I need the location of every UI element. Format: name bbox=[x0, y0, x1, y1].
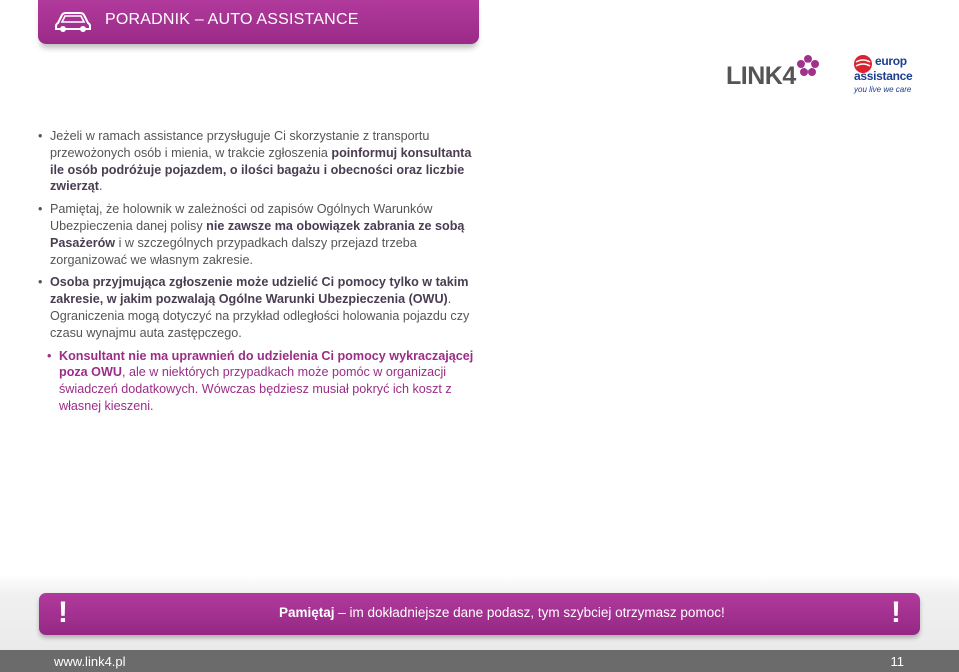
europ-assistance-logo bbox=[853, 52, 913, 98]
footer-url: www.link4.pl bbox=[54, 654, 126, 669]
page-number: 11 bbox=[890, 654, 904, 669]
flower-icon bbox=[796, 54, 820, 78]
link4-logo-text: LINK4 bbox=[726, 62, 796, 90]
reminder-banner bbox=[39, 593, 920, 635]
reminder-text bbox=[279, 605, 725, 620]
europ-logo-line1: europ bbox=[875, 54, 907, 68]
header-tab bbox=[38, 0, 479, 44]
reminder-message: – im dokładniejsze dane podasz, tym szybciej otrzymasz pomoc! bbox=[334, 605, 725, 620]
page-title: PORADNIK – AUTO ASSISTANCE bbox=[105, 11, 359, 28]
bullet-icon: • bbox=[38, 129, 43, 143]
advice-list bbox=[38, 128, 488, 421]
footer bbox=[0, 650, 959, 672]
exclamation-icon: ! bbox=[58, 596, 68, 629]
europ-logo-line2: assistance bbox=[854, 69, 913, 83]
list-item-highlighted: • Konsultant nie ma uprawnień do udzielenia Ci pomocy wykraczającej poza OWU, ale w niektórych przypadkach może pomóc w organizacji świadczeń dodatkowych. Wówczas będziesz musiał pokryć ich koszt z własnej kieszeni. bbox=[47, 348, 474, 413]
car-icon bbox=[54, 8, 92, 34]
bullet-icon: • bbox=[38, 202, 43, 217]
reminder-label: Pamiętaj bbox=[279, 605, 335, 620]
list-item: • Pamiętaj, że holownik w zależności od zapisów Ogólnych Warunków Ubezpieczenia danej polisy nie zawsze ma obowiązek zabrania ze sobą Pasażerów i w szczególnych przypadkach dalszy przejazd trzeba zorganizować we własnym zakresie. bbox=[38, 202, 465, 267]
list-item: • Jeżeli w ramach assistance przysługuje Ci skorzystanie z transportu przewożonych osób i mienia, w trakcie zgłoszenia poinformuj konsultanta ile osób podróżuje pojazdem, o ilości bagażu i obecności oraz liczbie zwierząt. bbox=[38, 129, 472, 194]
link4-logo bbox=[726, 54, 822, 90]
bullet-icon: • bbox=[38, 275, 43, 290]
exclamation-icon: ! bbox=[891, 596, 901, 629]
bullet-icon: • bbox=[47, 348, 52, 363]
europ-logo-tagline: you live we care bbox=[854, 85, 912, 94]
list-item: • Osoba przyjmująca zgłoszenie może udzielić Ci pomocy tylko w takim zakresie, w jakim pozwalają Ogólne Warunki Ubezpieczenia (OWU). Ograniczenia mogą dotyczyć na przykład odległości holowania pojazdu czy czasu wynajmu auta zastępczego. bbox=[38, 275, 470, 340]
